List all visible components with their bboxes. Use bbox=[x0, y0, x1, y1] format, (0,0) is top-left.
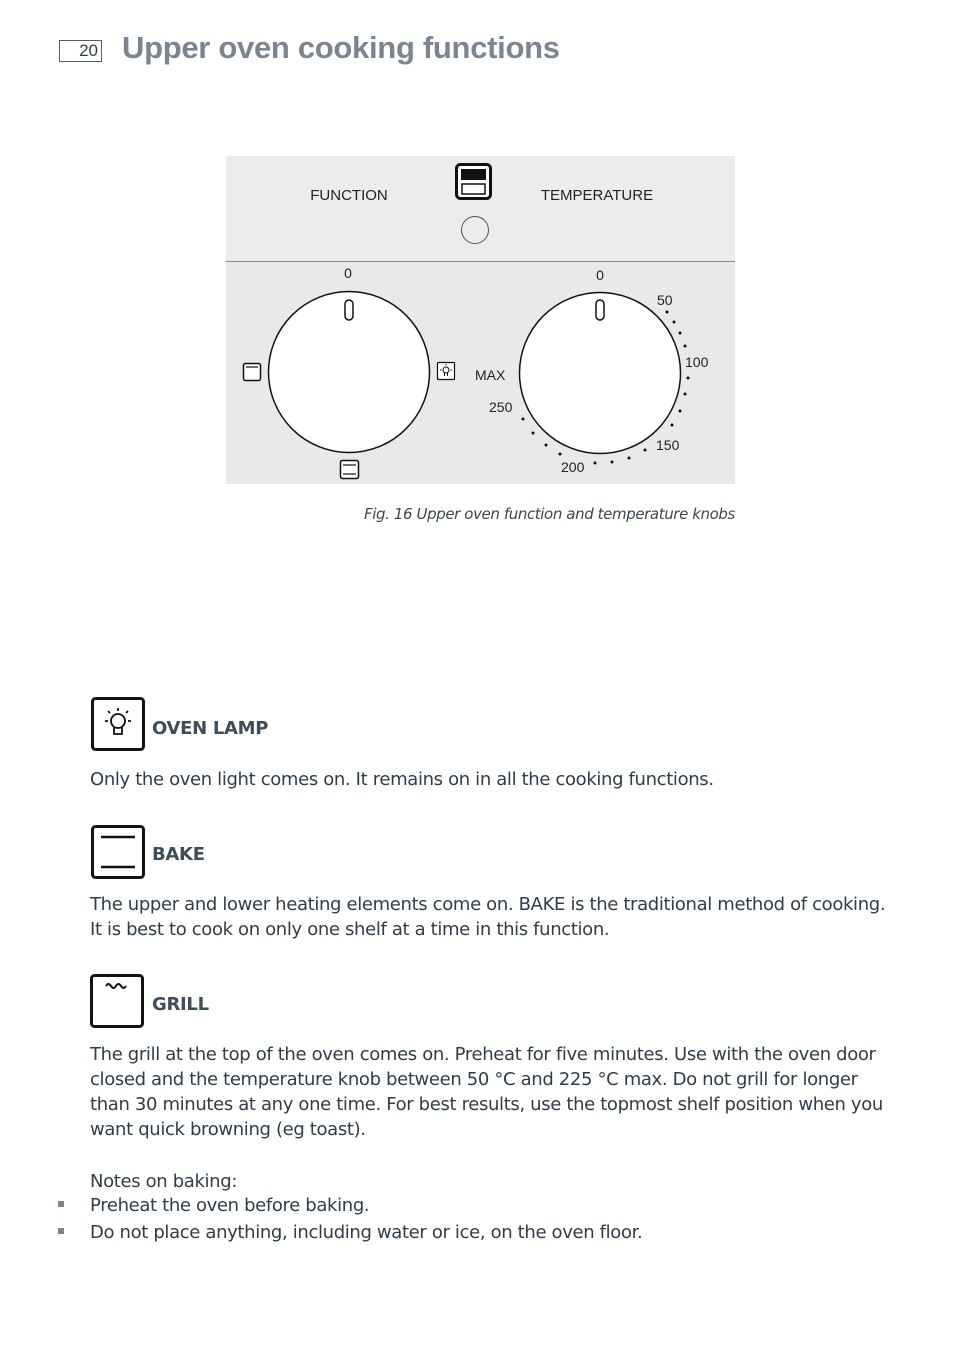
function-knob bbox=[269, 292, 430, 453]
temperature-knob bbox=[520, 293, 681, 454]
temperature-mark-150: 150 bbox=[656, 437, 680, 453]
bake-symbol-icon bbox=[341, 461, 359, 479]
page-title: Upper oven cooking functions bbox=[122, 30, 560, 65]
bake-description: The upper and lower heating elements come on. BAKE is the traditional method of cooking. It is best to cook on only one shelf at a time in this function. bbox=[90, 894, 886, 940]
function-knob-zero: 0 bbox=[344, 265, 352, 281]
bullet-marker bbox=[58, 1201, 64, 1207]
grill-symbol-icon bbox=[244, 364, 261, 381]
temperature-mark-100: 100 bbox=[685, 354, 709, 370]
page-number: 20 bbox=[59, 40, 102, 62]
temperature-mark-250: 250 bbox=[489, 399, 513, 415]
bullet-marker bbox=[58, 1228, 64, 1234]
figure-caption: Fig. 16 Upper oven function and temperature knobs bbox=[364, 505, 735, 523]
note-item: Do not place anything, including water or ice, on the oven floor. bbox=[90, 1222, 643, 1243]
notes-heading: Notes on baking: bbox=[90, 1171, 238, 1192]
grill-title: GRILL bbox=[152, 994, 209, 1015]
temperature-mark-200: 200 bbox=[561, 459, 585, 475]
temperature-label: TEMPERATURE bbox=[540, 187, 654, 204]
grill-icon bbox=[90, 974, 144, 1028]
upper-oven-indicator-icon bbox=[457, 165, 491, 199]
knob-panel-figure bbox=[226, 156, 735, 484]
knob-panel-diagram bbox=[226, 156, 735, 484]
bake-icon bbox=[91, 825, 145, 879]
grill-description: The grill at the top of the oven comes on. Preheat for five minutes. Use with the oven door closed and the temperature knob between 50 °C and 225 °C max. Do not grill for longer than 30 minutes at any one time. For best results, use the topmost shelf position when you want quick browning (eg toast). bbox=[90, 1044, 883, 1140]
bake-title: BAKE bbox=[152, 844, 205, 865]
temperature-max-label: MAX bbox=[475, 367, 506, 383]
oven-lamp-description: Only the oven light comes on. It remains on in all the cooking functions. bbox=[90, 769, 714, 790]
temperature-knob-zero: 0 bbox=[596, 267, 604, 283]
function-knob-pointer bbox=[345, 300, 353, 320]
function-label: FUNCTION bbox=[310, 187, 388, 204]
lamp-symbol-icon bbox=[438, 363, 455, 380]
oven-lamp-icon bbox=[91, 697, 145, 751]
temperature-knob-pointer bbox=[596, 300, 604, 320]
note-item: Preheat the oven before baking. bbox=[90, 1195, 370, 1216]
oven-lamp-title: OVEN LAMP bbox=[152, 718, 269, 739]
temperature-mark-50: 50 bbox=[657, 292, 673, 308]
